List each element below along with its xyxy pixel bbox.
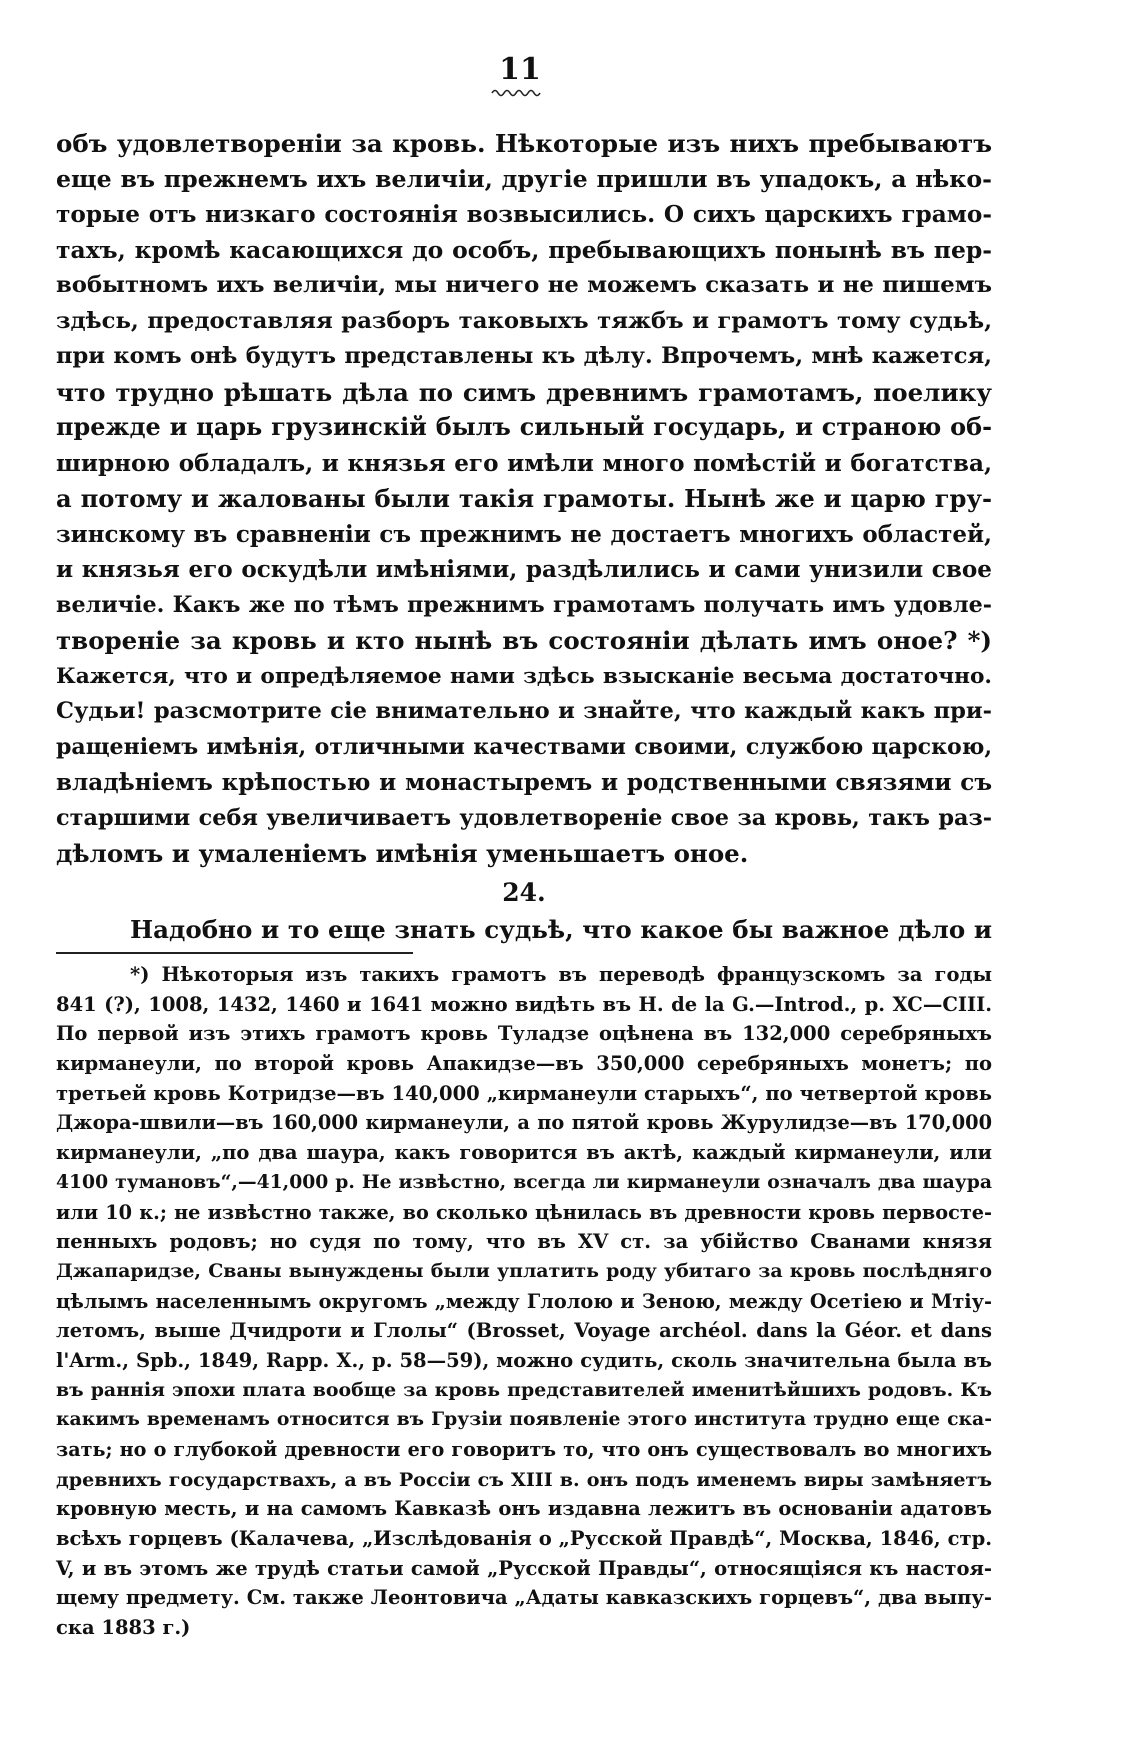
- footnote-line: древнихъ государствахъ, а въ Россіи съ XIII в. онъ подъ именемъ виры замѣняетъ: [56, 1467, 992, 1491]
- text-line: старшими себя увеличиваетъ удовлетвореніе свое за кровь, такъ раз-: [56, 804, 992, 831]
- footnote-line: какимъ временамъ относится въ Грузіи появленіе этого института трудно еще ска-: [56, 1408, 992, 1431]
- footnote-line: Джора-швили—въ 160,000 кирманеули, а по пятой кровь Журулидзе—въ 170,000: [56, 1111, 992, 1135]
- text-line: а потому и жалованы были такія грамоты. Нынѣ же и царю гру-: [56, 484, 992, 513]
- text-line: ращеніемъ имѣнія, отличными качествами своими, службою царскою,: [56, 733, 992, 760]
- text-line: что трудно рѣшать дѣла по симъ древнимъ грамотамъ, поелику: [56, 377, 992, 407]
- footnote-line: третьей кровь Котридзе—въ 140,000 „кирманеули старыхъ“, по четвертой кровь: [56, 1081, 992, 1105]
- footnote-line: пенныхъ родовъ; но судя по тому, что въ XV ст. за убійство Сванами князя: [56, 1230, 992, 1254]
- footnote-line: кирманеули, по второй кровь Апакидзе—въ 350,000 серебряныхъ монетъ; по: [56, 1052, 992, 1076]
- text-line: зинскому въ сравненіи съ прежнимъ не достаетъ многихъ областей,: [56, 520, 992, 548]
- footnote-line: всѣхъ горцевъ (Калачева, „Изслѣдованія о „Русской Правдѣ“, Москва, 1846, стр.: [56, 1527, 992, 1551]
- footnote-line: 4100 тумановъ“,—41,000 р. Не извѣстно, всегда ли кирманеули означалъ два шаура: [56, 1170, 992, 1193]
- footnote-line: По первой изъ этихъ грамотъ кровь Туладзе оцѣнена въ 132,000 серебряныхъ: [56, 1022, 992, 1046]
- text-line: прежде и царь грузинскій былъ сильный государь, и страною об-: [56, 413, 992, 441]
- text-line: величіе. Какъ же по тѣмъ прежнимъ грамотамъ получать имъ удовле-: [56, 591, 992, 618]
- text-line: твореніе за кровь и кто нынѣ въ состояніи дѣлать имъ оное? *): [56, 626, 992, 655]
- text-line: тахъ, кромѣ касающихся до особъ, пребывающихъ понынѣ въ пер-: [56, 235, 992, 264]
- footnote-divider: [56, 952, 413, 954]
- footnote-line: цѣлымъ населеннымъ округомъ „между Глолою и Зеною, между Осетіею и Мтіу-: [56, 1289, 992, 1313]
- footnote-line: Джапаридзе, Сваны вынуждены были уплатить роду убитаго за кровь послѣдняго: [56, 1259, 992, 1282]
- text-line: Надобно и то еще знать судьѣ, что какое бы важное дѣло и: [130, 915, 992, 944]
- text-line: дѣломъ и умаленіемъ имѣнія уменьшаетъ оное.: [56, 839, 749, 868]
- page-number: 11: [499, 52, 541, 87]
- footnote-line: летомъ, выше Дчидроти и Глолы“ (Brosset, Voyage archéol. dans la Géor. et dans: [56, 1319, 992, 1343]
- section-number: 24.: [502, 878, 546, 907]
- text-line: здѣсь, предоставляя разборъ таковыхъ тяжбъ и грамотъ тому судьѣ,: [56, 307, 992, 334]
- text-line: вобытномъ ихъ величіи, мы ничего не можемъ сказать и не пишемъ: [56, 272, 992, 298]
- text-line: торые отъ низкаго состоянія возвысились. О сихъ царскихъ грамо-: [56, 201, 992, 228]
- section-text: [56, 912, 992, 948]
- footnote-line: кирманеули, „по два шаура, какъ говорится въ актѣ, каждый кирманеули, или: [56, 1141, 992, 1165]
- footnote-line: V, и въ этомъ же трудѣ статьи самой „Русской Правды“, относящіяся къ настоя-: [56, 1556, 992, 1580]
- footnote-line: l'Arm., Spb., 1849, Rapp. X., p. 58—59), можно судить, сколь значительна была въ: [56, 1348, 992, 1372]
- footnote-line: въ раннія эпохи плата вообще за кровь представителей именитѣйшихъ родовъ. Къ: [56, 1378, 992, 1401]
- footnote-line: 841 (?), 1008, 1432, 1460 и 1641 можно видѣть въ H. de la G.—Introd., p. XC—CIII.: [56, 992, 992, 1016]
- footnote-line: щему предмету. См. также Леонтовича „Адаты кавказскихъ горцевъ“, два выпу-: [56, 1586, 992, 1610]
- text-line: Судьи! разсмотрите сіе внимательно и знайте, что каждый какъ при-: [56, 698, 992, 724]
- footnote: [56, 960, 992, 1643]
- footnote-line: или 10 к.; не извѣстно также, во сколько цѣнилась въ древности кровь первосте-: [56, 1200, 992, 1224]
- footnote-line: *) Нѣкоторыя изъ такихъ грамотъ въ переводѣ французскомъ за годы: [130, 963, 992, 986]
- text-line: и князья его оскудѣли имѣніями, раздѣлились и сами унизили свое: [56, 556, 992, 583]
- main-text: [56, 126, 992, 872]
- page-number-ornament: [470, 86, 570, 100]
- text-line: ширною обладалъ, и князья его имѣли много помѣстій и богатства,: [56, 449, 992, 477]
- text-line: объ удовлетвореніи за кровь. Нѣкоторые изъ нихъ пребываютъ: [56, 129, 992, 158]
- text-line: еще въ прежнемъ ихъ величіи, другіе пришли въ упадокъ, а нѣко-: [56, 164, 992, 193]
- text-line: при комъ онѣ будутъ представлены къ дѣлу. Впрочемъ, мнѣ кажется,: [56, 343, 992, 369]
- footnote-line: кровную месть, и на самомъ Кавказѣ онъ издавна лежитъ въ основаніи адатовъ: [56, 1497, 992, 1521]
- footnote-line: зать; но о глубокой древности его говоритъ то, что онъ существовалъ во многихъ: [56, 1438, 992, 1461]
- text-line: владѣніемъ крѣпостью и монастыремъ и родственными связями съ: [56, 769, 992, 796]
- footnote-line: ска 1883 г.): [56, 1616, 191, 1640]
- text-line: Кажется, что и опредѣляемое нами здѣсь взысканіе весьма достаточно.: [56, 663, 992, 689]
